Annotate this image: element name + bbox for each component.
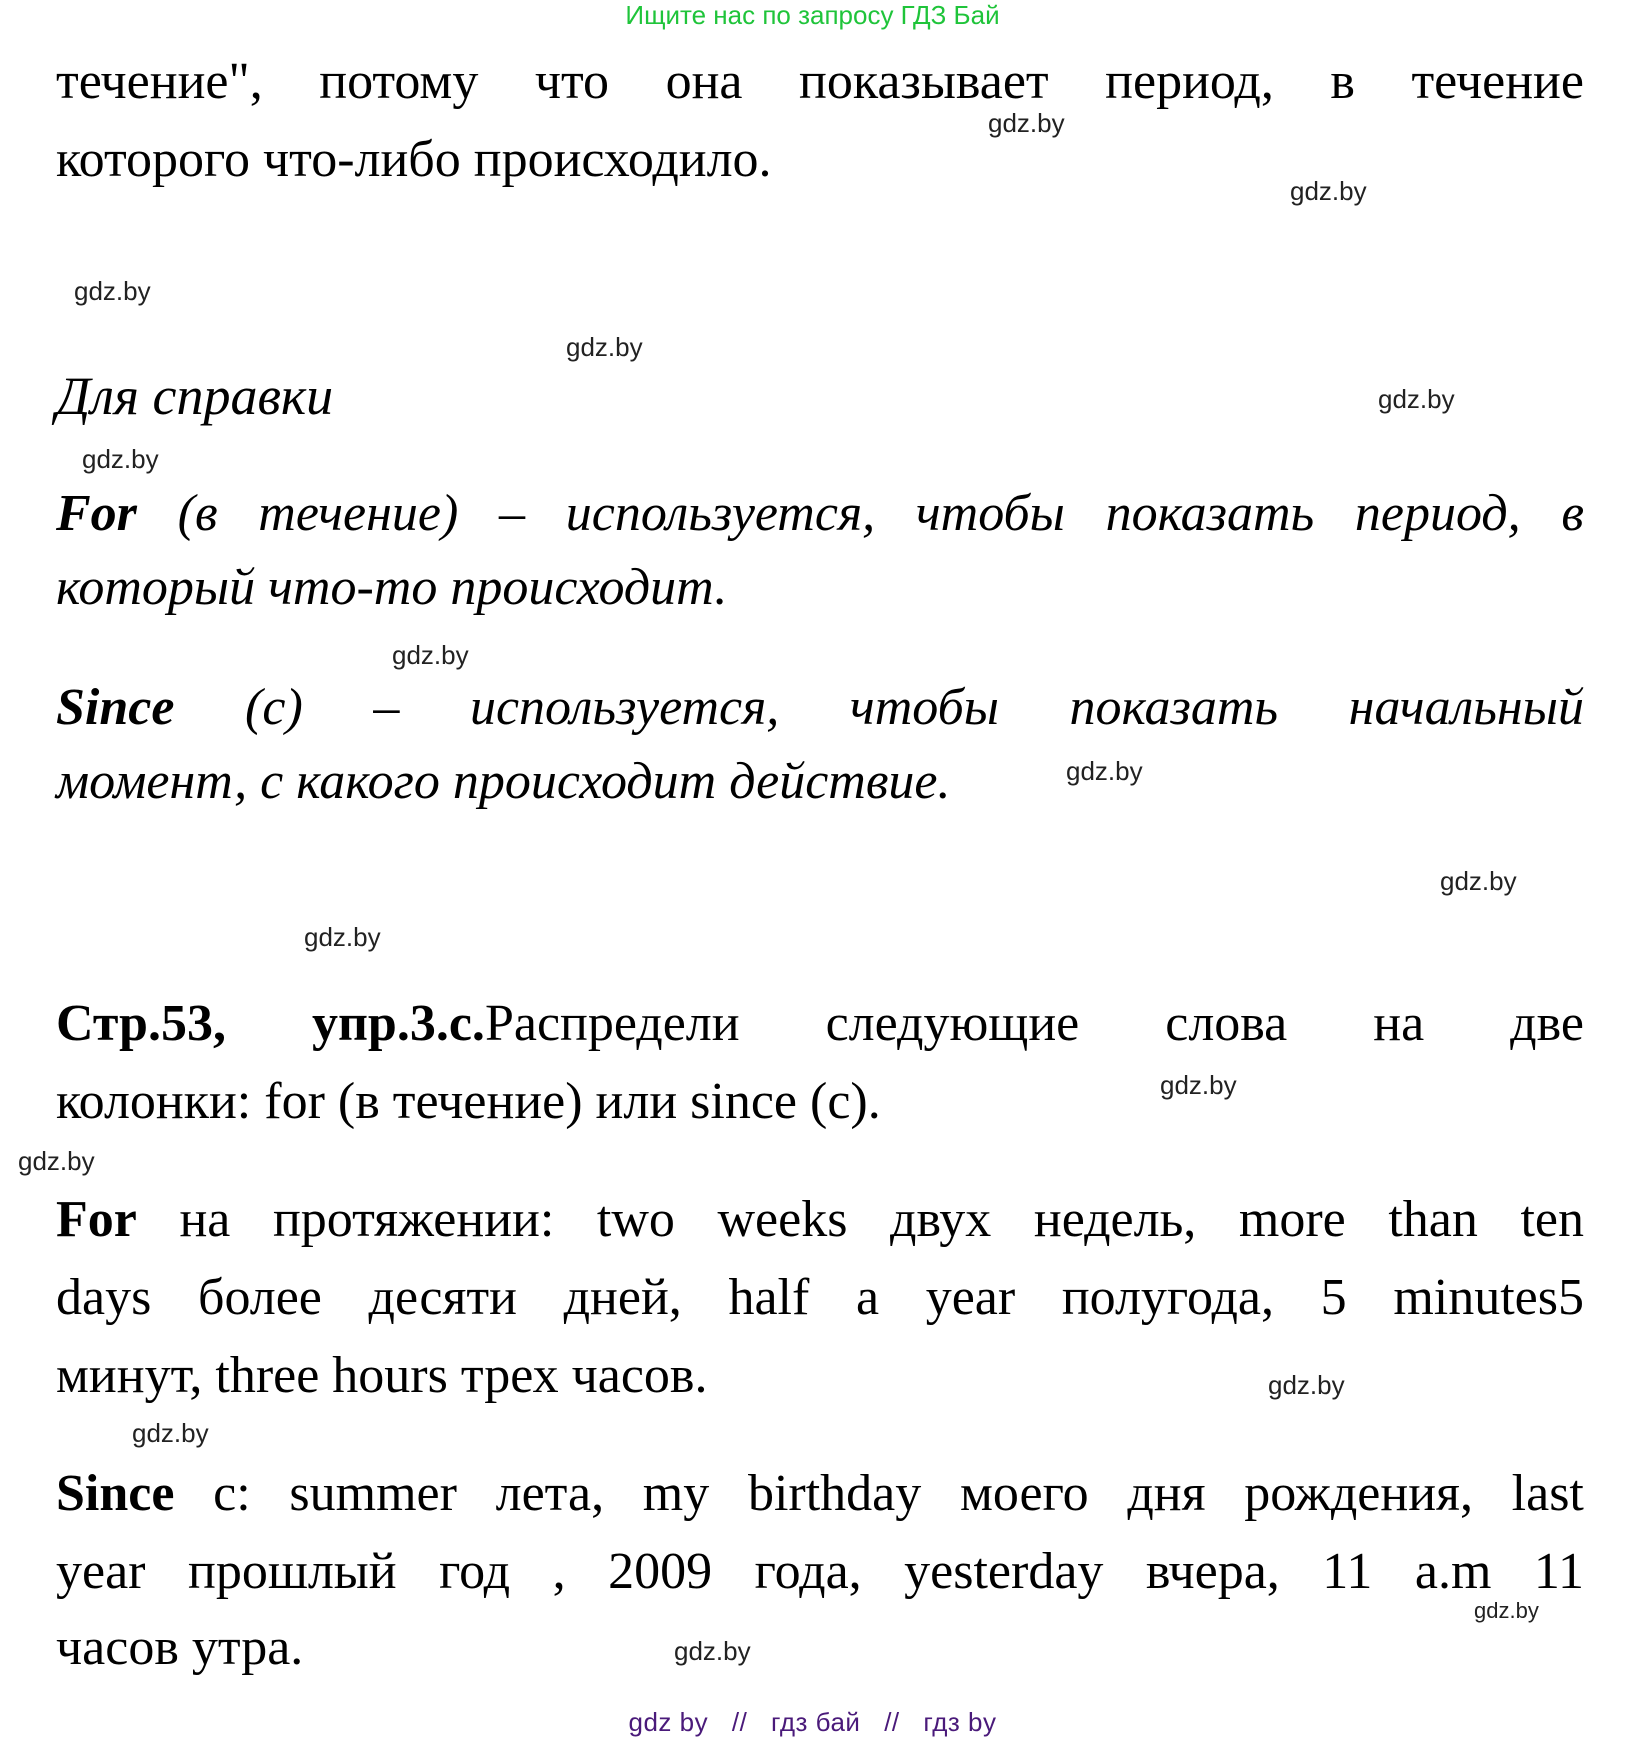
word: с: bbox=[213, 1465, 251, 1522]
footer-link-gdz-bai[interactable]: гдз бай bbox=[771, 1707, 861, 1737]
watermark: gdz.by bbox=[1474, 1598, 1539, 1623]
footer-link-gdz-by[interactable]: gdz by bbox=[628, 1707, 709, 1737]
watermark: gdz.by bbox=[566, 332, 643, 362]
word: на bbox=[179, 1191, 231, 1248]
word: недель, bbox=[1033, 1191, 1197, 1248]
since-definition-line: момент, с какого происходит действие. bbox=[56, 753, 951, 810]
watermark: gdz.by bbox=[18, 1146, 95, 1176]
for-definition-line bbox=[56, 484, 1584, 544]
word: течение) bbox=[258, 485, 459, 542]
word: minutes5 bbox=[1393, 1269, 1584, 1326]
word: период, bbox=[1354, 485, 1521, 542]
watermark: gdz.by bbox=[1440, 866, 1517, 896]
word: две bbox=[1510, 995, 1584, 1052]
word: слова bbox=[1165, 995, 1288, 1052]
word: дня bbox=[1127, 1465, 1206, 1522]
word: течение bbox=[1411, 53, 1584, 110]
watermark: gdz.by bbox=[82, 444, 159, 474]
word: более bbox=[197, 1269, 322, 1326]
word: yesterday bbox=[904, 1543, 1104, 1600]
watermark: gdz.by bbox=[1268, 1370, 1345, 1400]
word: рождения, bbox=[1244, 1465, 1473, 1522]
word: weeks bbox=[717, 1191, 848, 1248]
word: чтобы bbox=[849, 679, 999, 736]
word: прошлый bbox=[187, 1543, 397, 1600]
since-term: Since bbox=[56, 679, 175, 736]
for-definition-line: который что-то происходит. bbox=[56, 559, 728, 616]
watermark: gdz.by bbox=[1160, 1070, 1237, 1100]
word: half bbox=[728, 1269, 810, 1326]
word: показывает bbox=[799, 53, 1049, 110]
word: a.m bbox=[1414, 1543, 1492, 1600]
since-answer-line bbox=[56, 1542, 1584, 1602]
footer-separator: // bbox=[884, 1707, 900, 1737]
word: используется, bbox=[469, 679, 780, 736]
word: в bbox=[1561, 485, 1584, 542]
watermark: gdz.by bbox=[392, 640, 469, 670]
watermark: gdz.by bbox=[1378, 384, 1455, 414]
footer-links bbox=[0, 1702, 1625, 1742]
word: вчера, bbox=[1145, 1543, 1280, 1600]
for-answer-line bbox=[56, 1190, 1584, 1250]
word: – bbox=[373, 679, 400, 736]
word: течение", bbox=[56, 53, 263, 110]
word: лета, bbox=[495, 1465, 605, 1522]
word: она bbox=[665, 53, 743, 110]
exercise-instruction: колонки: for (в течение) или since (с). bbox=[56, 1073, 881, 1130]
word: days bbox=[56, 1269, 152, 1326]
word: 2009 bbox=[608, 1543, 713, 1600]
exercise-heading bbox=[56, 994, 1584, 1054]
word: потому bbox=[319, 53, 479, 110]
watermark: gdz.by bbox=[74, 276, 151, 306]
word: than bbox=[1388, 1191, 1478, 1248]
word: more bbox=[1238, 1191, 1346, 1248]
word: десяти bbox=[368, 1269, 517, 1326]
word: ten bbox=[1520, 1191, 1584, 1248]
word: период, bbox=[1105, 53, 1274, 110]
word: показать bbox=[1069, 679, 1279, 736]
word: birthday bbox=[747, 1465, 922, 1522]
word: – bbox=[499, 485, 526, 542]
word: полугода, bbox=[1061, 1269, 1274, 1326]
watermark: gdz.by bbox=[1290, 176, 1367, 206]
paragraph-line bbox=[56, 52, 1584, 112]
for-term: For bbox=[56, 485, 137, 542]
word: чтобы bbox=[915, 485, 1065, 542]
word: 11 bbox=[1533, 1543, 1584, 1600]
word: summer bbox=[289, 1465, 457, 1522]
since-definition-line bbox=[56, 678, 1584, 738]
since-answer-line: часов утра. bbox=[56, 1619, 304, 1676]
word: протяжении: bbox=[272, 1191, 555, 1248]
footer-link-gdz-by-cyr[interactable]: гдз by bbox=[923, 1707, 997, 1737]
for-answer-term: For bbox=[56, 1191, 137, 1248]
word: year bbox=[925, 1269, 1016, 1326]
since-answer-term: Since bbox=[56, 1465, 175, 1522]
paragraph-line: которого что-либо происходило. bbox=[56, 131, 772, 188]
watermark: gdz.by bbox=[674, 1636, 751, 1666]
word: (в bbox=[177, 485, 218, 542]
word: last bbox=[1511, 1465, 1584, 1522]
word: two bbox=[596, 1191, 675, 1248]
for-answer-line: минут, three hours трех часов. bbox=[56, 1347, 708, 1404]
search-banner: Ищите нас по запросу ГДЗ Бай bbox=[625, 0, 1000, 30]
word: my bbox=[642, 1465, 710, 1522]
word: двух bbox=[890, 1191, 992, 1248]
footer-separator: // bbox=[731, 1707, 748, 1737]
word: , bbox=[552, 1543, 566, 1600]
word: Распредели bbox=[484, 995, 740, 1052]
word: (с) bbox=[245, 679, 303, 736]
word: год bbox=[439, 1543, 511, 1600]
since-answer-line bbox=[56, 1464, 1584, 1524]
word: показать bbox=[1105, 485, 1315, 542]
word: 5 bbox=[1320, 1269, 1347, 1326]
page-ref: Стр.53, bbox=[56, 995, 226, 1052]
word: на bbox=[1373, 995, 1425, 1052]
word: year bbox=[56, 1543, 146, 1600]
word: что bbox=[534, 53, 610, 110]
word: дней, bbox=[563, 1269, 682, 1326]
reference-heading: Для справки bbox=[56, 366, 334, 426]
word: a bbox=[855, 1269, 880, 1326]
exercise-number: упр.3.с. bbox=[311, 995, 485, 1052]
for-answer-line bbox=[56, 1268, 1584, 1328]
word: года, bbox=[754, 1543, 862, 1600]
word: используется, bbox=[565, 485, 876, 542]
watermark: gdz.by bbox=[132, 1418, 209, 1448]
watermark: gdz.by bbox=[988, 108, 1065, 138]
word: моего bbox=[959, 1465, 1089, 1522]
word: в bbox=[1330, 53, 1355, 110]
exercise-ref-wrap bbox=[312, 994, 740, 1054]
word: 11 bbox=[1322, 1543, 1373, 1600]
watermark: gdz.by bbox=[1066, 756, 1143, 786]
watermark: gdz.by bbox=[304, 922, 381, 952]
word: следующие bbox=[825, 995, 1080, 1052]
word: начальный bbox=[1348, 679, 1584, 736]
